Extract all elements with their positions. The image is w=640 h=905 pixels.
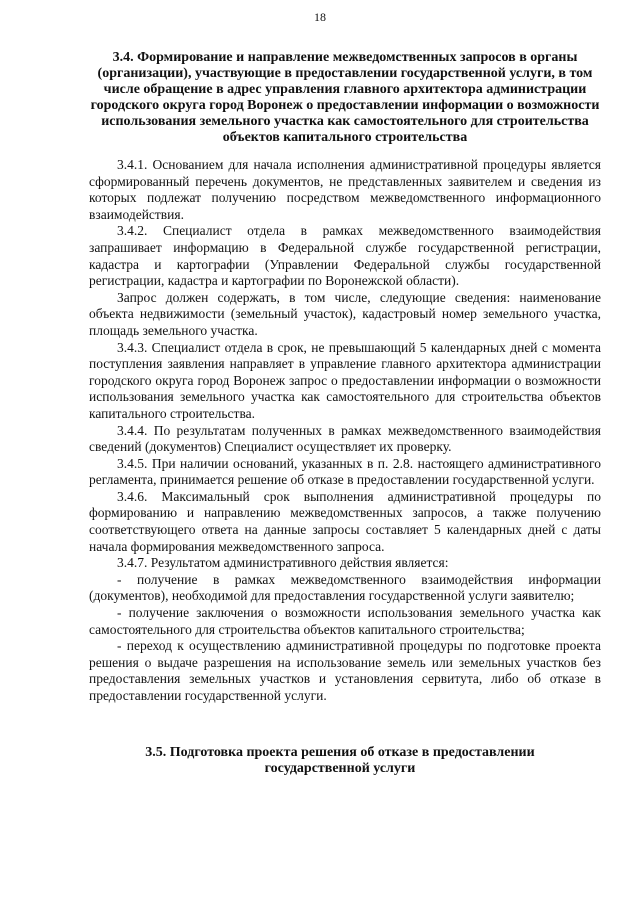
- paragraph-3-4-5: 3.4.5. При наличии оснований, указанных в п. 2.8. настоящего административного регламента, принимается решение об отказе в предоставлении государственной услуги.: [89, 455, 601, 488]
- paragraph-3-4-7: 3.4.7. Результатом административного действия является:: [117, 555, 449, 571]
- result-item-information: - получение в рамках межведомственного взаимодействия информации (документов), необходимой для предоставления государственной услуги заявителю;: [89, 571, 601, 604]
- section-3-4-body: [89, 157, 601, 705]
- section-3-5-heading: 3.5. Подготовка проекта решения об отказе в предоставлении государственной услуги: [145, 745, 535, 776]
- section-3-4-heading: 3.4. Формирование и направление межведомственных запросов в органы (организации), участвующие в предоставлении государственной услуги, в том числе обращение в адрес управления главного архитектора администрации городского округа город Воронеж о предоставлении информации о возможности использования земельного участка как самостоятельного для строительства объектов капитального строительства: [90, 50, 600, 145]
- result-item-conclusion: - получение заключения о возможности использования земельного участка как самостоятельного для строительства объектов капитального строительства;: [89, 605, 601, 637]
- paragraph-3-4-2: 3.4.2. Специалист отдела в рамках межведомственного взаимодействия запрашивает информацию в Федеральной службе государственной регистрации, кадастра и картографии (Управлении Федеральной службы государственной регистрации, кадастра и картографии по Воронежской области).: [89, 223, 601, 289]
- paragraph-3-4-4: 3.4.4. По результатам полученных в рамках межведомственного взаимодействия сведений (документов) Специалист осуществляет их проверку.: [89, 422, 601, 455]
- page-number: 18: [314, 10, 326, 24]
- paragraph-3-4-1: 3.4.1. Основанием для начала исполнения административной процедуры является сформированный перечень документов, не представленных заявителем и сведения из которых подлежат получению посредством межведомственного информационного взаимодействия.: [89, 157, 601, 222]
- paragraph-3-4-6: 3.4.6. Максимальный срок выполнения административной процедуры по формированию и направлению межведомственных запросов, а также получению соответствующего ответа на данные запросы составляет 5 календарных дней с даты начала формирования межведомственного запроса.: [89, 488, 601, 554]
- result-item-transition: - переход к осуществлению административной процедуры по подготовке проекта решения о выдаче разрешения на использование земель или земельных участков без предоставления земельных участков и установления сервитута, либо об отказе в предоставлении государственной услуги.: [89, 638, 601, 703]
- paragraph-3-4-3: 3.4.3. Специалист отдела в срок, не превышающий 5 календарных дней с момента поступления заявления направляет в управление главного архитектора администрации городского округа город Воронеж запрос о предоставлении информации о возможности использования земельного участка как самостоятельного для строительства объектов капитального строительства.: [89, 339, 601, 421]
- paragraph-request-contents: Запрос должен содержать, в том числе, следующие сведения: наименование объекта недвижимости (земельный участок), кадастровый номер земельного участка, площадь земельного участка.: [89, 289, 601, 338]
